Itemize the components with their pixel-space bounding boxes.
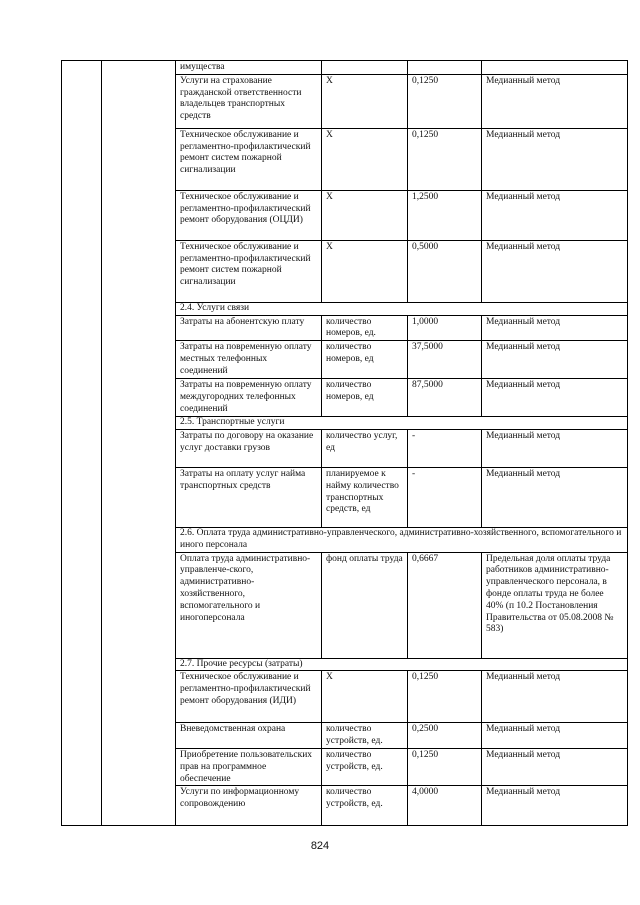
method-cell: Медианный метод bbox=[482, 467, 628, 527]
unit-cell: количество услуг, ед bbox=[322, 429, 408, 467]
method-cell: Медианный метод bbox=[482, 723, 628, 749]
method-cell: Медианный метод bbox=[482, 240, 628, 302]
cost-item-name: Затраты на повременную оплату междугородних телефонных соединений bbox=[176, 379, 322, 417]
value-cell: 87,5000 bbox=[408, 379, 482, 417]
cost-item-name: Техническое обслуживание и регламентно-профилактический ремонт систем пожарной сигнализации bbox=[176, 240, 322, 302]
value-cell bbox=[408, 61, 482, 75]
section-row bbox=[62, 61, 628, 75]
value-cell: 4,0000 bbox=[408, 786, 482, 826]
method-cell: Медианный метод bbox=[482, 786, 628, 826]
section-heading: 2.7. Прочие ресурсы (затраты) bbox=[176, 658, 628, 671]
unit-cell: Х bbox=[322, 128, 408, 190]
cost-item-name: Техническое обслуживание и регламентно-профилактический ремонт оборудования (ИДИ) bbox=[176, 671, 322, 723]
method-cell: Медианный метод bbox=[482, 341, 628, 379]
section-heading: 2.5. Транспортные услуги bbox=[176, 417, 628, 430]
unit-cell: Х bbox=[322, 240, 408, 302]
value-cell: 0,5000 bbox=[408, 240, 482, 302]
value-cell: 0,1250 bbox=[408, 748, 482, 785]
cost-item-name: Затраты на абонентскую плату bbox=[176, 315, 322, 341]
unit-cell: количество номеров, ед bbox=[322, 341, 408, 379]
section-heading: 2.4. Услуги связи bbox=[176, 302, 628, 315]
value-cell: 0,6667 bbox=[408, 552, 482, 658]
cost-item-name: Затраты на оплату услуг найма транспортных средств bbox=[176, 467, 322, 527]
value-cell: 0,1250 bbox=[408, 128, 482, 190]
cost-item-name: Затраты на повременную оплату местных телефонных соединений bbox=[176, 341, 322, 379]
cost-item-name: Вневедомственная охрана bbox=[176, 723, 322, 749]
unit-cell: фонд оплаты труда bbox=[322, 552, 408, 658]
cost-item-name: Услуги на страхование гражданской ответственности владельцев транспортных средств bbox=[176, 74, 322, 128]
unit-cell: Х bbox=[322, 190, 408, 240]
method-cell: Медианный метод bbox=[482, 671, 628, 723]
method-cell: Медианный метод bbox=[482, 379, 628, 417]
cost-norms-table bbox=[61, 60, 628, 826]
cost-item-name: Услуги по информационному сопровождению bbox=[176, 786, 322, 826]
unit-cell: Х bbox=[322, 74, 408, 128]
cost-item-name: Техническое обслуживание и регламентно-профилактический ремонт оборудования (ОЦДИ) bbox=[176, 190, 322, 240]
blank-column-cell bbox=[62, 61, 102, 826]
unit-cell: Х bbox=[322, 671, 408, 723]
value-cell: 0,2500 bbox=[408, 723, 482, 749]
value-cell: - bbox=[408, 429, 482, 467]
unit-cell: количество устройств, ед. bbox=[322, 748, 408, 785]
value-cell: 1,2500 bbox=[408, 190, 482, 240]
value-cell: - bbox=[408, 467, 482, 527]
method-cell: Медианный метод bbox=[482, 315, 628, 341]
method-cell bbox=[482, 61, 628, 75]
unit-cell: количество номеров, ед. bbox=[322, 315, 408, 341]
unit-cell: количество устройств, ед. bbox=[322, 723, 408, 749]
method-cell: Медианный метод bbox=[482, 190, 628, 240]
cost-item-name: Оплата труда административно-управленче-ского, административно-хозяйственного, вспомогательного и иногоперсонала bbox=[176, 552, 322, 658]
page-number: 824 bbox=[310, 840, 330, 852]
method-cell: Предельная доля оплаты труда работников административно-управленческого персонала, в фонде оплаты труда не более 40% (п 10.2 Постановления Правительства от 05.08.2008 № 583) bbox=[482, 552, 628, 658]
value-cell: 1,0000 bbox=[408, 315, 482, 341]
cost-item-name: Затраты по договору на оказание услуг доставки грузов bbox=[176, 429, 322, 467]
section-heading: 2.6. Оплата труда административно-управленческого, административно-хозяйственного, вспомогательного и иного персонала bbox=[176, 527, 628, 552]
cost-item-name: Приобретение пользовательских прав на программное обеспечение bbox=[176, 748, 322, 785]
method-cell: Медианный метод bbox=[482, 74, 628, 128]
unit-cell: количество устройств, ед. bbox=[322, 786, 408, 826]
value-cell: 0,1250 bbox=[408, 671, 482, 723]
cost-item-name: Техническое обслуживание и регламентно-профилактический ремонт систем пожарной сигнализации bbox=[176, 128, 322, 190]
method-cell: Медианный метод bbox=[482, 128, 628, 190]
unit-cell: количество номеров, ед bbox=[322, 379, 408, 417]
method-cell: Медианный метод bbox=[482, 429, 628, 467]
unit-cell: планируемое к найму количество транспортных средств, ед bbox=[322, 467, 408, 527]
unit-cell bbox=[322, 61, 408, 75]
continued-text: имущества bbox=[176, 61, 322, 75]
value-cell: 37,5000 bbox=[408, 341, 482, 379]
value-cell: 0,1250 bbox=[408, 74, 482, 128]
table-body bbox=[62, 61, 628, 826]
blank-column-cell bbox=[102, 61, 176, 826]
method-cell: Медианный метод bbox=[482, 748, 628, 785]
